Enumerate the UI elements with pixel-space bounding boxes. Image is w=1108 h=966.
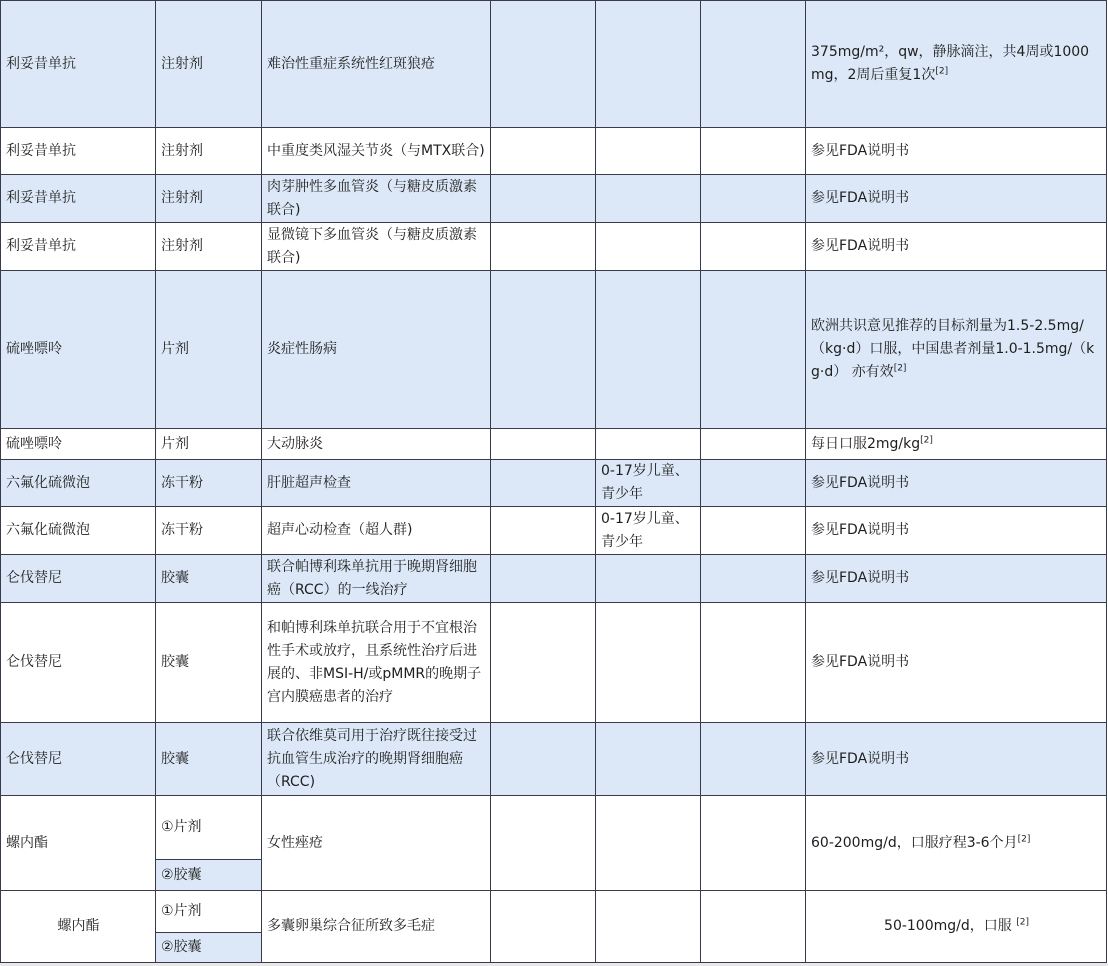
population: 0-17岁儿童、青少年: [596, 507, 701, 555]
dosage: [806, 723, 1107, 796]
empty-cell: [701, 507, 806, 555]
indication: 肉芽肿性多血管炎（与糖皮质激素联合): [262, 175, 491, 223]
dosage-form-capsule: ②胶囊: [156, 860, 262, 891]
dosage-form: 胶囊: [156, 723, 262, 796]
empty-cell: [491, 429, 596, 460]
population: [596, 271, 701, 429]
population: [596, 891, 701, 963]
population: [596, 796, 701, 891]
dosage-text: 50-100mg/d，口服: [884, 918, 1017, 934]
dosage-form-tablet: ①片剂: [156, 796, 262, 860]
empty-cell: [491, 603, 596, 723]
population: [596, 555, 701, 603]
indication: 显微镜下多血管炎（与糖皮质激素联合): [262, 223, 491, 271]
drug-name: 六氟化硫微泡: [1, 507, 156, 555]
dosage-text: 参见FDA说明书: [811, 238, 910, 254]
population: [596, 1, 701, 128]
table-row: [1, 1, 1107, 128]
drug-name: 利妥昔单抗: [1, 128, 156, 175]
table-row: [1, 507, 1107, 555]
population: [596, 175, 701, 223]
empty-cell: [701, 223, 806, 271]
dosage-text: 参见FDA说明书: [811, 190, 910, 206]
dosage-form-capsule: ②胶囊: [156, 933, 262, 963]
population: [596, 603, 701, 723]
indication: 多囊卵巢综合征所致多毛症: [262, 891, 491, 963]
table-row: [1, 271, 1107, 429]
dosage: [806, 271, 1107, 429]
empty-cell: [701, 555, 806, 603]
table-row: [1, 891, 1107, 933]
empty-cell: [701, 429, 806, 460]
indication: 联合帕博利珠单抗用于晚期肾细胞癌（RCC）的一线治疗: [262, 555, 491, 603]
drug-name: 硫唑嘌呤: [1, 429, 156, 460]
dosage-text: 每日口服2mg/kg: [811, 435, 921, 452]
dosage-text: 参见FDA说明书: [811, 474, 910, 491]
drug-name: 利妥昔单抗: [1, 223, 156, 271]
population: [596, 723, 701, 796]
dosage-text: 参见FDA说明书: [811, 654, 910, 670]
dosage-text: 参见FDA说明书: [811, 570, 910, 586]
table-row: [1, 723, 1107, 796]
dosage-text: 参见FDA说明书: [811, 750, 910, 767]
dosage-form: 片剂: [156, 429, 262, 460]
indication: 炎症性肠病: [262, 271, 491, 429]
table-row: [1, 796, 1107, 860]
empty-cell: [491, 891, 596, 963]
dosage: [806, 175, 1107, 223]
dosage-text: 参见FDA说明书: [811, 522, 910, 538]
dosage-text: 参见FDA说明书: [811, 142, 910, 159]
empty-cell: [491, 271, 596, 429]
empty-cell: [701, 271, 806, 429]
dosage: [806, 796, 1107, 891]
drug-name: 螺内酯: [1, 796, 156, 891]
dosage-form: 注射剂: [156, 175, 262, 223]
indication: 女性痤疮: [262, 796, 491, 891]
population: 0-17岁儿童、青少年: [596, 460, 701, 507]
dosage: [806, 223, 1107, 271]
population: [596, 128, 701, 175]
dosage-text: 375mg/m²，qw，静脉滴注，共4周或1000mg，2周后重复1次: [811, 44, 1090, 83]
drug-name: 六氟化硫微泡: [1, 460, 156, 507]
dosage-form: 冻干粉: [156, 460, 262, 507]
dosage: [806, 891, 1107, 963]
table-row: [1, 223, 1107, 271]
empty-cell: [491, 555, 596, 603]
table-row: [1, 460, 1107, 507]
population: [596, 429, 701, 460]
dosage: [806, 603, 1107, 723]
empty-cell: [701, 603, 806, 723]
empty-cell: [701, 891, 806, 963]
indication: 肝脏超声检查: [262, 460, 491, 507]
empty-cell: [701, 1, 806, 128]
population: [596, 223, 701, 271]
reference-marker: [2]: [1017, 833, 1031, 844]
empty-cell: [701, 460, 806, 507]
dosage: [806, 507, 1107, 555]
empty-cell: [701, 723, 806, 796]
table-row: [1, 128, 1107, 175]
empty-cell: [491, 460, 596, 507]
dosage-form: 注射剂: [156, 128, 262, 175]
table-row: [1, 603, 1107, 723]
dosage: [806, 460, 1107, 507]
dosage-form: 注射剂: [156, 223, 262, 271]
indication: 和帕博利珠单抗联合用于不宜根治性手术或放疗，且系统性治疗后进展的、非MSI-H/或pMMR的晚期子宫内膜癌患者的治疗: [262, 603, 491, 723]
indication: 联合依维莫司用于治疗既往接受过抗血管生成治疗的晚期肾细胞癌（RCC): [262, 723, 491, 796]
indication: 中重度类风湿关节炎（与MTX联合): [262, 128, 491, 175]
empty-cell: [701, 796, 806, 891]
drug-name: 仑伐替尼: [1, 603, 156, 723]
table-row: [1, 555, 1107, 603]
dosage-form: 注射剂: [156, 1, 262, 128]
drug-name: 利妥昔单抗: [1, 1, 156, 128]
drug-name: 螺内酯: [1, 891, 156, 963]
empty-cell: [491, 128, 596, 175]
empty-cell: [491, 507, 596, 555]
drug-name: 利妥昔单抗: [1, 175, 156, 223]
dosage: [806, 429, 1107, 460]
reference-marker: [2]: [920, 434, 933, 445]
dosage: [806, 1, 1107, 128]
dosage-text: 欧洲共识意见推荐的目标剂量为1.5-2.5mg/（kg·d）口服，中国患者剂量1.0-1.5mg/（kg·d） 亦有效: [811, 318, 1095, 380]
indication: 大动脉炎: [262, 429, 491, 460]
empty-cell: [701, 128, 806, 175]
indication: 超声心动检查（超人群): [262, 507, 491, 555]
drug-name: 仑伐替尼: [1, 555, 156, 603]
reference-marker: [2]: [893, 363, 907, 374]
drug-name: 硫唑嘌呤: [1, 271, 156, 429]
reference-marker: [2]: [935, 66, 949, 77]
empty-cell: [491, 723, 596, 796]
table-row: [1, 175, 1107, 223]
empty-cell: [491, 1, 596, 128]
empty-cell: [491, 223, 596, 271]
empty-cell: [491, 175, 596, 223]
empty-cell: [491, 796, 596, 891]
dosage-form: 胶囊: [156, 555, 262, 603]
dosage-form-tablet: ①片剂: [156, 891, 262, 933]
dosage-form: 片剂: [156, 271, 262, 429]
table-row: [1, 429, 1107, 460]
reference-marker: [2]: [1016, 917, 1029, 928]
indication: 难治性重症系统性红斑狼疮: [262, 1, 491, 128]
dosage-form: 冻干粉: [156, 507, 262, 555]
drug-name: 仑伐替尼: [1, 723, 156, 796]
dosage-text: 60-200mg/d，口服疗程3-6个月: [811, 834, 1018, 851]
dosage: [806, 555, 1107, 603]
empty-cell: [701, 175, 806, 223]
dosage: [806, 128, 1107, 175]
dosage-form: 胶囊: [156, 603, 262, 723]
